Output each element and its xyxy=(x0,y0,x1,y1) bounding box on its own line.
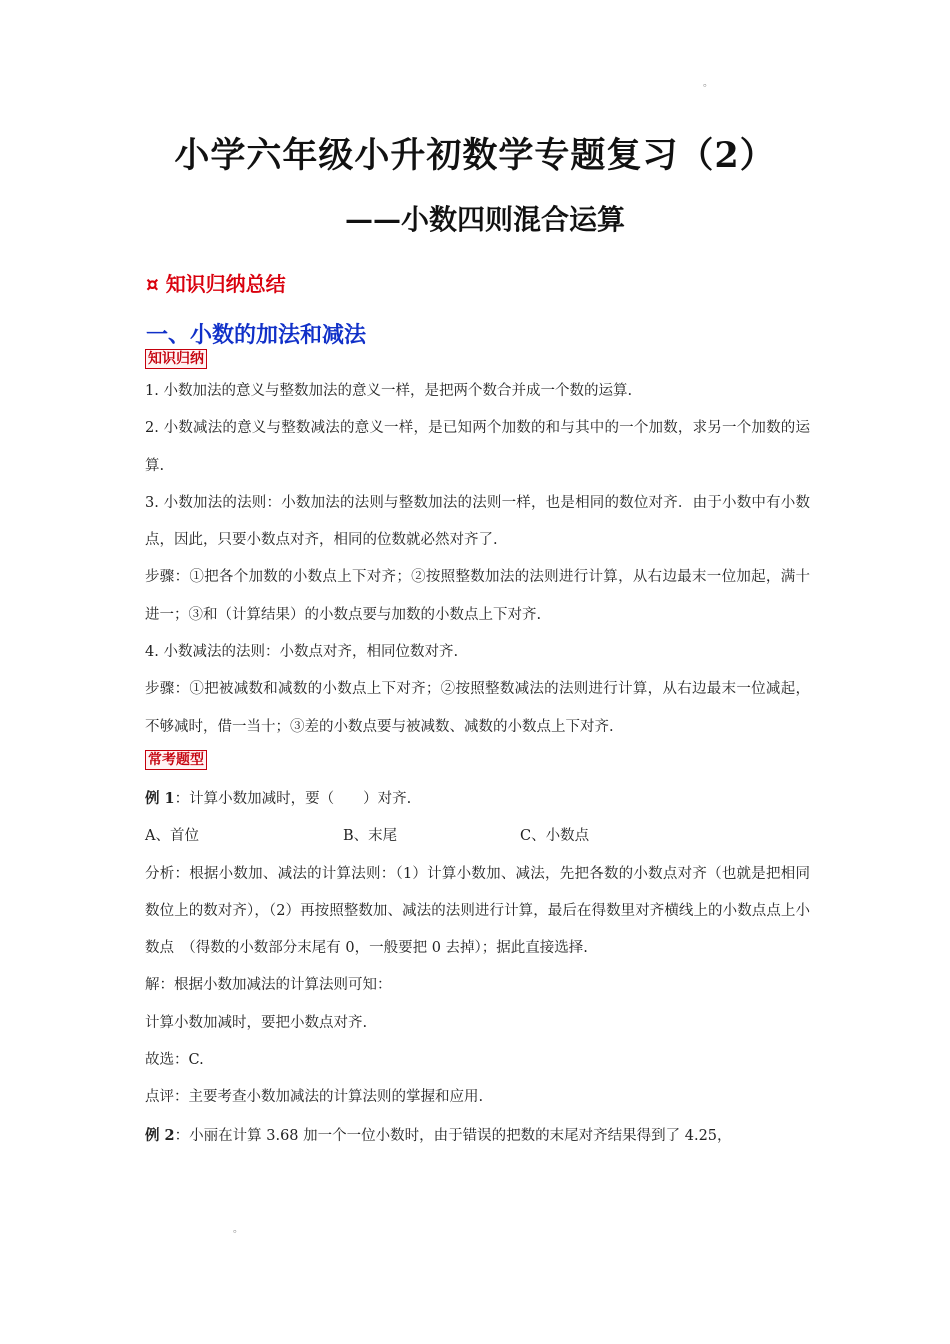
option-a: A、首位 xyxy=(145,828,199,845)
comment-line: 点评：主要考查小数加减法的计算法则的掌握和应用. xyxy=(145,1089,484,1106)
page-mark: 。 xyxy=(233,1224,243,1235)
knowledge-item: 步骤：①把各个加数的小数点上下对齐；②按照整数加法的法则进行计算，从右边最末一位加起，满十进一；③和（计算结果）的小数点要与加数的小数点上下对齐. xyxy=(145,569,810,623)
page-mark: 。 xyxy=(703,78,713,89)
knowledge-tag: 知识归纳 xyxy=(145,349,207,369)
example-section xyxy=(145,780,810,1155)
common-questions-tag: 常考题型 xyxy=(145,750,207,770)
example2-question xyxy=(145,1117,810,1155)
option-b: B、末尾 xyxy=(343,828,398,845)
section-heading: ¤ 知识归纳总结 xyxy=(146,272,286,296)
solution-line: 故选：C. xyxy=(145,1052,204,1069)
knowledge-item: 2. 小数减法的意义与整数减法的意义一样，是已知两个加数的和与其中的一个加数，求另一个加数的运算. xyxy=(145,420,810,474)
knowledge-item: 步骤：①把被减数和减数的小数点上下对齐；②按照整数减法的法则进行计算，从右边最末一位减起，不够减时，借一当十；③差的小数点要与被减数、减数的小数点上下对齐. xyxy=(145,681,810,735)
solution-line: 计算小数加减时，要把小数点对齐. xyxy=(145,1014,368,1031)
example2-label: 例 2 xyxy=(145,1126,175,1144)
document-subtitle: ——小数四则混合运算 xyxy=(344,203,625,236)
knowledge-list xyxy=(145,373,810,746)
example1-question xyxy=(145,780,810,818)
example2-question-text: ：小丽在计算 3.68 加一个一位小数时，由于错误的把数的末尾对齐结果得到了 4.25， xyxy=(174,1127,732,1144)
knowledge-item: 3. 小数加法的法则：小数加法的法则与整数加法的法则一样，也是相同的数位对齐．由于小数中有小数点，因此，只要小数点对齐，相同的位数就必然对齐了. xyxy=(145,494,810,549)
knowledge-item: 1. 小数加法的意义与整数加法的意义一样，是把两个数合并成一个数的运算. xyxy=(145,383,633,399)
option-c: C、小数点 xyxy=(520,828,590,845)
knowledge-item: 4. 小数减法的法则：小数点对齐，相同位数对齐. xyxy=(145,644,459,661)
example1-label: 例 1 xyxy=(145,790,175,807)
solution-line: 解：根据小数加减法的计算法则可知： xyxy=(145,977,392,994)
sub-heading: 一、小数的加法和减法 xyxy=(146,323,367,348)
example1-question-text: ：计算小数加减时，要（ ）对齐. xyxy=(174,791,412,807)
example1-analysis: 分析：根据小数加、减法的计算法则：（1）计算小数加、减法，先把各数的小数点对齐（也就是把相同数位上的数对齐），（2）再按照整数加、减法的法则进行计算，最后在得数里对齐横线上的小数点点上小数点 （得数的小数部分末尾有 0，一般要把 0 去掉）；据此直接选择. xyxy=(145,865,810,957)
document-title: 小学六年级小升初数学专题复习（2） xyxy=(174,135,776,176)
example1-options xyxy=(145,818,810,855)
